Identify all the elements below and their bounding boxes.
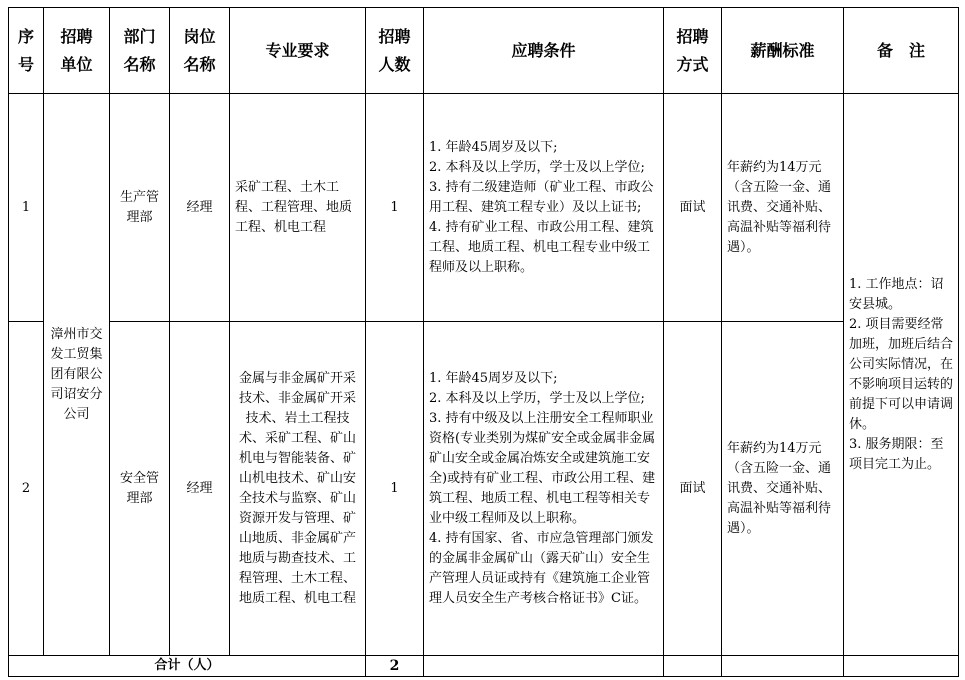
- row-major: 金属与非金属矿开采技术、非金属矿开采技术、岩土工程技术、采矿工程、矿山机电与智能装备、矿山机电技术、矿山安全技术与监察、矿山资源开发与管理、矿山地质、非金属矿产地质与勘查技术、工程管理、土木工程、地质工程、机电工程: [230, 322, 366, 656]
- condition-item: 4. 持有国家、省、市应急管理部门颁发的金属非金属矿山（露天矿山）安全生产管理人员证或持有《建筑施工企业管理人员安全生产考核合格证书》C证。: [429, 530, 654, 606]
- row-conditions: [424, 94, 664, 322]
- condition-item: 3. 持有中级及以上注册安全工程师职业资格(专业类别为煤矿安全或金属非金属矿山安全或金属冶炼安全或建筑施工安全)或持有矿业工程、市政公用工程、建筑工程、地质工程、机电工程等相关专业中级工程师及以上职称。: [429, 410, 656, 526]
- header-post: 岗位 名称: [170, 8, 230, 94]
- row-count: 1: [366, 94, 424, 322]
- condition-item: 1. 年龄45周岁及以下;: [429, 139, 558, 155]
- header-major: 专业要求: [230, 8, 366, 94]
- header-unit: 招聘 单位: [44, 8, 110, 94]
- header-method: 招聘 方式: [664, 8, 722, 94]
- row-major: 采矿工程、土木工程、工程管理、地质工程、机电工程: [230, 94, 366, 322]
- total-row: [9, 656, 959, 677]
- row-post: 经理: [170, 94, 230, 322]
- row-method: 面试: [664, 94, 722, 322]
- row-post: 经理: [170, 322, 230, 656]
- header-row: [9, 8, 959, 94]
- row-salary: 年薪约为14万元（含五险一金、通讯费、交通补贴、高温补贴等福利待遇）。: [722, 94, 844, 322]
- row-seq: 2: [9, 322, 44, 656]
- row-conditions: [424, 322, 664, 656]
- row-seq: 1: [9, 94, 44, 322]
- recruitment-table-wrapper: [8, 7, 958, 677]
- header-salary: 薪酬标准: [722, 8, 844, 94]
- row-dept: 安全管理部: [110, 322, 170, 656]
- total-label: 合计（人）: [9, 656, 366, 677]
- header-count: 招聘 人数: [366, 8, 424, 94]
- remarks-cell: [844, 94, 959, 656]
- row-salary: 年薪约为14万元（含五险一金、通讯费、交通补贴、高温补贴等福利待遇）。: [722, 322, 844, 656]
- table-row: [9, 94, 959, 322]
- remark-item: 1. 工作地点：诏安县城。: [849, 276, 944, 312]
- condition-item: 2. 本科及以上学历，学士及以上学位;: [429, 159, 645, 175]
- header-conditions: 应聘条件: [424, 8, 664, 94]
- condition-item: 2. 本科及以上学历，学士及以上学位;: [429, 390, 645, 406]
- total-empty-cell: [722, 656, 844, 677]
- total-value: 2: [366, 656, 424, 677]
- condition-item: 3. 持有二级建造师（矿业工程、市政公用工程、建筑工程专业）及以上证书;: [429, 179, 654, 215]
- unit-name: 漳州市交发工贸集团有限公司诏安分公司: [44, 94, 110, 656]
- header-dept: 部门 名称: [110, 8, 170, 94]
- condition-item: 4. 持有矿业工程、市政公用工程、建筑工程、地质工程、机电工程专业中级工程师及以上职称。: [429, 219, 654, 275]
- remark-item: 2. 项目需要经常加班，加班后结合公司实际情况，在不影响项目运转的前提下可以申请调休。: [849, 316, 954, 432]
- row-method: 面试: [664, 322, 722, 656]
- row-dept: 生产管理部: [110, 94, 170, 322]
- condition-item: 1. 年龄45周岁及以下;: [429, 370, 558, 386]
- recruitment-table: [8, 7, 959, 677]
- total-empty-cell: [424, 656, 664, 677]
- row-count: 1: [366, 322, 424, 656]
- header-remarks: 备 注: [844, 8, 959, 94]
- header-seq: 序 号: [9, 8, 44, 94]
- remark-item: 3. 服务期限：至项目完工为止。: [849, 436, 944, 472]
- total-empty-cell: [844, 656, 959, 677]
- total-empty-cell: [664, 656, 722, 677]
- table-row: [9, 322, 959, 656]
